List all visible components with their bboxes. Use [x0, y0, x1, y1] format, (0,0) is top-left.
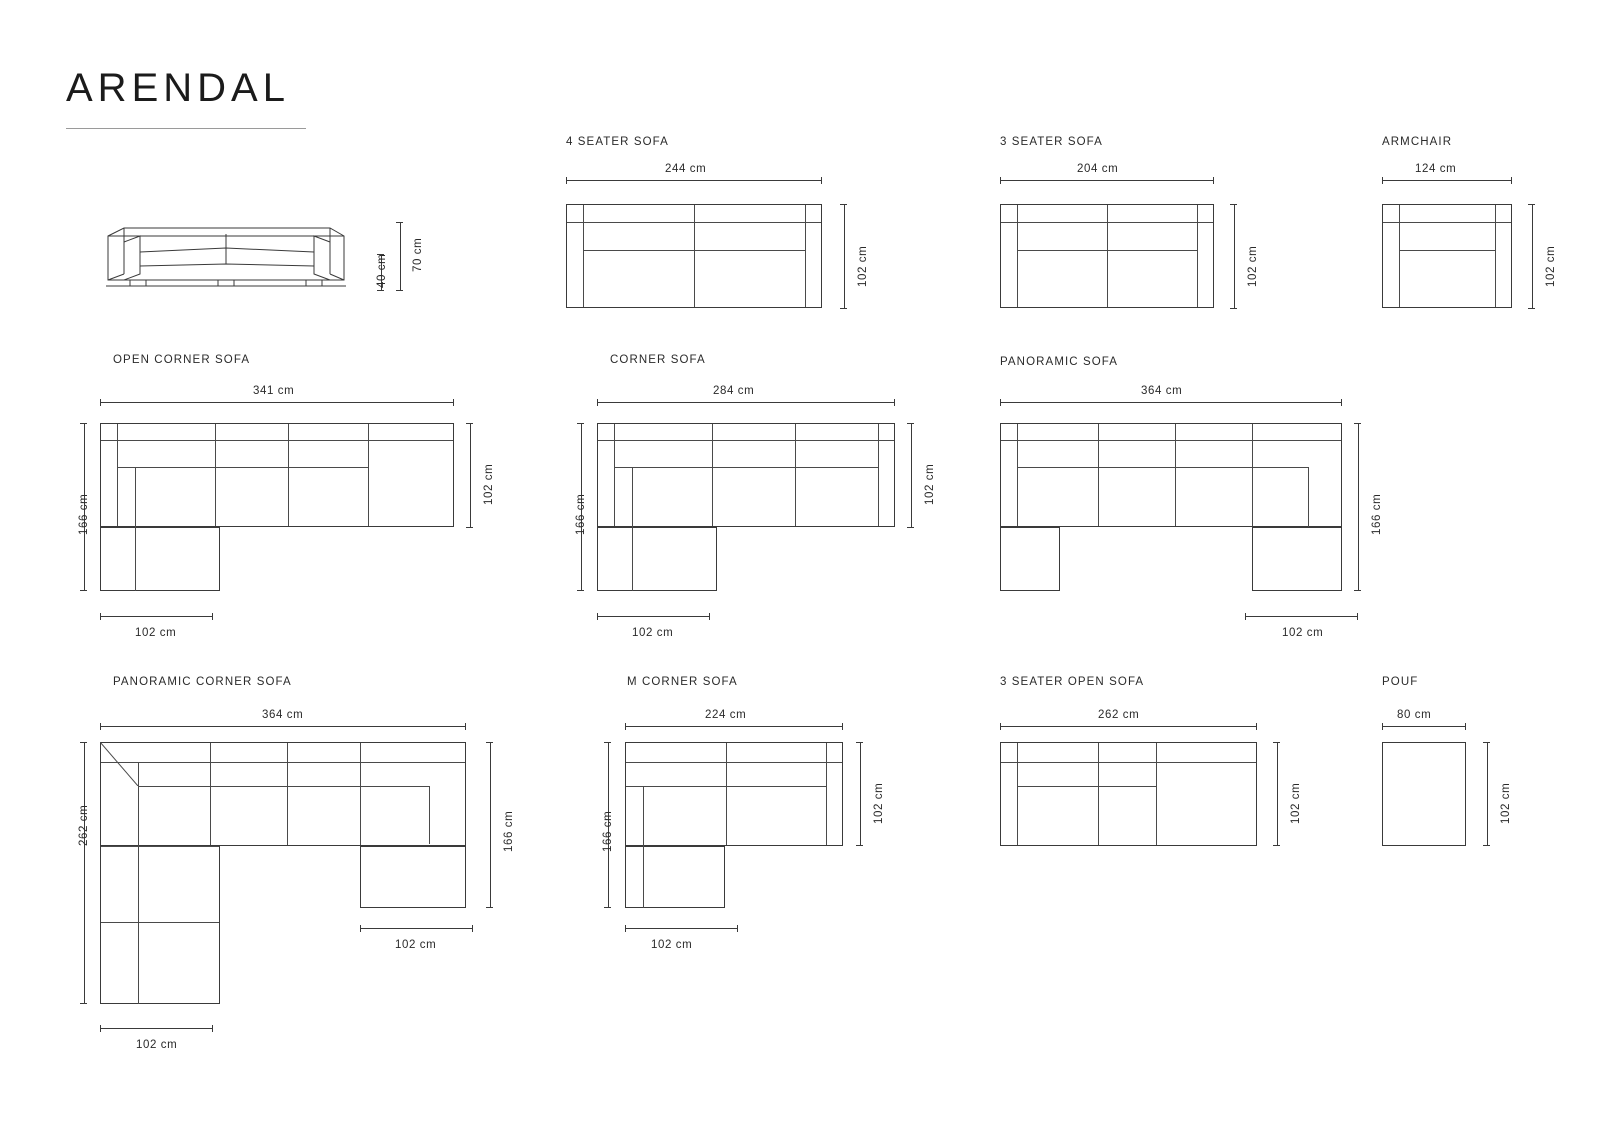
open-corner-width-label: 341 cm	[253, 385, 295, 397]
open-corner-top-block	[100, 423, 454, 527]
four-seater-width-label: 244 cm	[665, 163, 707, 175]
corner-depth-right-tick-top	[907, 423, 914, 424]
three-seater-depth-label: 102 cm	[1247, 245, 1259, 287]
mcs-width-line	[625, 726, 843, 727]
open-corner-split-2	[288, 424, 289, 526]
armchair-depth-tick-bottom	[1528, 308, 1535, 309]
open-corner-depth-left-label: 166 cm	[78, 493, 90, 535]
panoramic-split-1	[1098, 424, 1099, 526]
pcs-corner-diagonal	[100, 742, 142, 786]
corner-depth-right-line	[911, 423, 912, 527]
three-seater-label: 3 SEATER SOFA	[1000, 136, 1103, 148]
panoramic-back-line	[1001, 440, 1341, 441]
tso-depth-line	[1277, 742, 1278, 846]
panoramic-depth-right-label: 166 cm	[1371, 493, 1383, 535]
pcs-split-3	[360, 743, 361, 845]
pcs-left-horizontal-divider-2	[101, 922, 219, 923]
four-seater-width-tick-right	[821, 177, 822, 184]
open-corner-depth-left-tick-top	[80, 423, 87, 424]
pcs-top-block	[100, 742, 466, 846]
mcs-width-tick-right	[842, 723, 843, 730]
panoramic-width-tick-right	[1341, 399, 1342, 406]
three-seater-depth-tick-top	[1230, 204, 1237, 205]
corner-bottom-tick-left	[597, 613, 598, 620]
pouf-depth-line	[1487, 742, 1488, 846]
armchair-depth-tick-top	[1528, 204, 1535, 205]
pouf-width-tick-left	[1382, 723, 1383, 730]
armchair-back-line	[1383, 222, 1511, 223]
tso-outline	[1000, 742, 1257, 846]
tso-depth-tick-bottom	[1273, 845, 1280, 846]
persp-height-seat-tick-bottom	[377, 290, 384, 291]
corner-split-2	[795, 424, 796, 526]
tso-split-1	[1098, 743, 1099, 845]
three-seater-width-label: 204 cm	[1077, 163, 1119, 175]
tso-seat-line	[1018, 786, 1156, 787]
pcs-depth-right-tick-bottom	[486, 907, 493, 908]
panoramic-width-line	[1000, 402, 1342, 403]
mcs-depth-right-tick-bottom	[856, 845, 863, 846]
tso-split-2	[1156, 743, 1157, 845]
corner-arm-left	[614, 424, 615, 526]
four-seater-arm-right	[805, 205, 806, 307]
corner-depth-left-tick-top	[577, 423, 584, 424]
mcs-bottom-block	[625, 846, 725, 908]
tso-depth-label: 102 cm	[1290, 782, 1302, 824]
armchair-arm-right	[1495, 205, 1496, 307]
panoramic-bottom-tick-left	[1245, 613, 1246, 620]
four-seater-width-line	[566, 180, 822, 181]
panoramic-bottom-tick-right	[1357, 613, 1358, 620]
panoramic-arm-left	[1017, 424, 1018, 526]
open-corner-chaise-inner	[135, 467, 136, 591]
tso-width-tick-right	[1256, 723, 1257, 730]
persp-height-total-tick-bottom	[396, 290, 403, 291]
panoramic-depth-right-tick-bottom	[1354, 590, 1361, 591]
pouf-outline	[1382, 742, 1466, 846]
corner-bottom-tick-right	[709, 613, 710, 620]
three-seater-depth-line	[1234, 204, 1235, 308]
tso-width-tick-left	[1000, 723, 1001, 730]
pcs-width-tick-left	[100, 723, 101, 730]
four-seater-depth-line	[844, 204, 845, 308]
corner-bottom-line	[597, 616, 710, 617]
open-corner-width-tick-right	[453, 399, 454, 406]
tso-width-label: 262 cm	[1098, 709, 1140, 721]
pcs-depth-left-label: 262 cm	[78, 804, 90, 846]
pcs-width-tick-right	[465, 723, 466, 730]
pcs-depth-left-line	[84, 742, 85, 1004]
pcs-depth-right-line	[490, 742, 491, 908]
mcs-bottom-label: 102 cm	[651, 939, 693, 951]
corner-width-line	[597, 402, 895, 403]
page-title: ARENDAL	[66, 66, 290, 110]
panoramic-sofa-label: PANORAMIC SOFA	[1000, 356, 1119, 368]
pcs-width-line	[100, 726, 466, 727]
pcs-left-horizontal-divider	[101, 846, 219, 847]
four-seater-depth-tick-bottom	[840, 308, 847, 309]
pouf-width-tick-right	[1465, 723, 1466, 730]
three-seater-arm-right	[1197, 205, 1198, 307]
mcs-bottom-tick-right	[737, 925, 738, 932]
armchair-width-tick-left	[1382, 177, 1383, 184]
m-corner-label: M CORNER SOFA	[627, 676, 738, 688]
mcs-width-tick-left	[625, 723, 626, 730]
panoramic-depth-right-tick-top	[1354, 423, 1361, 424]
mcs-back-line	[626, 762, 842, 763]
open-corner-back-line	[101, 440, 453, 441]
pcs-bottom-tick-left	[100, 1025, 101, 1032]
pouf-depth-tick-top	[1483, 742, 1490, 743]
mcs-bottom-tick-left	[625, 925, 626, 932]
mcs-depth-left-tick-bottom	[604, 907, 611, 908]
panoramic-bottom-line	[1245, 616, 1358, 617]
pcs-right-block	[360, 846, 466, 908]
panoramic-right-block	[1252, 527, 1342, 591]
panoramic-bottom-label: 102 cm	[1282, 627, 1324, 639]
four-seater-depth-tick-top	[840, 204, 847, 205]
armchair-width-line	[1382, 180, 1512, 181]
corner-split-1	[712, 424, 713, 526]
panoramic-width-tick-left	[1000, 399, 1001, 406]
armchair-arm-left	[1399, 205, 1400, 307]
open-corner-depth-right-label: 102 cm	[483, 463, 495, 505]
corner-sofa-label: CORNER SOFA	[610, 354, 706, 366]
persp-height-total-tick-top	[396, 222, 403, 223]
pcs-right-bottom-tick-right	[472, 925, 473, 932]
panoramic-split-3	[1252, 424, 1253, 526]
corner-chaise-inner	[632, 467, 633, 591]
pcs-bottom-tick-right	[212, 1025, 213, 1032]
mcs-top-block	[625, 742, 843, 846]
persp-height-total-label: 70 cm	[412, 237, 424, 272]
pcs-right-bottom-tick-left	[360, 925, 361, 932]
pcs-right-inner-vert	[429, 786, 430, 844]
three-seater-depth-tick-bottom	[1230, 308, 1237, 309]
corner-depth-left-tick-bottom	[577, 590, 584, 591]
pcs-right-bottom-label: 102 cm	[395, 939, 437, 951]
open-corner-depth-right-tick-bottom	[466, 527, 473, 528]
panoramic-corner-label: PANORAMIC CORNER SOFA	[113, 676, 292, 688]
panoramic-depth-right-line	[1358, 423, 1359, 591]
corner-bottom-block	[597, 527, 717, 591]
four-seater-label: 4 SEATER SOFA	[566, 136, 669, 148]
mcs-depth-left-tick-top	[604, 742, 611, 743]
corner-width-tick-right	[894, 399, 895, 406]
open-corner-bottom-line	[100, 616, 213, 617]
corner-seat-line	[615, 467, 878, 468]
tso-arm-left	[1017, 743, 1018, 845]
pcs-width-label: 364 cm	[262, 709, 304, 721]
pcs-depth-right-label: 166 cm	[503, 810, 515, 852]
pouf-depth-tick-bottom	[1483, 845, 1490, 846]
pcs-left-column	[100, 846, 220, 1004]
corner-bottom-label: 102 cm	[632, 627, 674, 639]
pcs-depth-left-tick-bottom	[80, 1003, 87, 1004]
pcs-depth-right-tick-top	[486, 742, 493, 743]
tso-width-line	[1000, 726, 1257, 727]
three-seater-arm-left	[1017, 205, 1018, 307]
panoramic-seat-line	[1018, 467, 1308, 468]
pouf-depth-label: 102 cm	[1500, 782, 1512, 824]
four-seater-width-tick-left	[566, 177, 567, 184]
armchair-outline	[1382, 204, 1512, 308]
tso-back-line	[1001, 762, 1256, 763]
open-corner-depth-right-line	[470, 423, 471, 527]
pcs-split-2	[287, 743, 288, 845]
perspective-sofa-illustration	[106, 218, 346, 290]
panoramic-left-block	[1000, 527, 1060, 591]
open-corner-depth-right-tick-top	[466, 423, 473, 424]
pouf-width-line	[1382, 726, 1466, 727]
pcs-seat-line	[139, 786, 429, 787]
armchair-depth-label: 102 cm	[1545, 245, 1557, 287]
title-divider	[66, 128, 306, 129]
corner-depth-right-tick-bottom	[907, 527, 914, 528]
mcs-split-1	[726, 743, 727, 845]
persp-height-seat-label: 40 cm	[376, 253, 388, 288]
corner-width-label: 284 cm	[713, 385, 755, 397]
three-seater-width-tick-left	[1000, 177, 1001, 184]
corner-arm-right	[878, 424, 879, 526]
pouf-label: POUF	[1382, 676, 1419, 688]
open-corner-seat-line	[118, 467, 368, 468]
armchair-seat-line	[1400, 250, 1495, 251]
three-seater-open-label: 3 SEATER OPEN SOFA	[1000, 676, 1145, 688]
pouf-width-label: 80 cm	[1397, 709, 1432, 721]
panoramic-split-2	[1175, 424, 1176, 526]
mcs-depth-right-label: 102 cm	[873, 782, 885, 824]
pcs-left-inner-vert	[138, 762, 139, 1004]
corner-depth-right-label: 102 cm	[924, 463, 936, 505]
four-seater-arm-left	[583, 205, 584, 307]
open-corner-bottom-tick-left	[100, 613, 101, 620]
open-corner-arm-left	[117, 424, 118, 526]
armchair-width-label: 124 cm	[1415, 163, 1457, 175]
corner-top-block	[597, 423, 895, 527]
three-seater-width-line	[1000, 180, 1214, 181]
open-corner-width-line	[100, 402, 454, 403]
mcs-arm-right	[826, 743, 827, 845]
persp-height-total-line	[400, 222, 401, 290]
open-corner-bottom-block	[100, 527, 220, 591]
open-corner-split-3	[368, 424, 369, 526]
armchair-depth-line	[1532, 204, 1533, 308]
pcs-bottom-label: 102 cm	[136, 1039, 178, 1051]
four-seater-split-middle	[694, 205, 695, 307]
mcs-bottom-line	[625, 928, 738, 929]
armchair-width-tick-right	[1511, 177, 1512, 184]
pcs-back-line	[101, 762, 465, 763]
mcs-chaise-inner	[643, 786, 644, 908]
corner-back-line	[598, 440, 894, 441]
open-corner-split-1	[215, 424, 216, 526]
panoramic-width-label: 364 cm	[1141, 385, 1183, 397]
armchair-label: ARMCHAIR	[1382, 136, 1453, 148]
three-seater-width-tick-right	[1213, 177, 1214, 184]
mcs-depth-right-line	[860, 742, 861, 846]
pcs-split-1	[210, 743, 211, 845]
three-seater-split-middle	[1107, 205, 1108, 307]
pcs-depth-left-tick-top	[80, 742, 87, 743]
tso-depth-tick-top	[1273, 742, 1280, 743]
four-seater-depth-label: 102 cm	[857, 245, 869, 287]
corner-width-tick-left	[597, 399, 598, 406]
panoramic-chaise-right-inner	[1308, 467, 1309, 527]
open-corner-bottom-label: 102 cm	[135, 627, 177, 639]
mcs-depth-right-tick-top	[856, 742, 863, 743]
panoramic-top-block	[1000, 423, 1342, 527]
open-corner-width-tick-left	[100, 399, 101, 406]
open-corner-depth-left-tick-bottom	[80, 590, 87, 591]
corner-depth-left-label: 166 cm	[575, 493, 587, 535]
mcs-width-label: 224 cm	[705, 709, 747, 721]
open-corner-sofa-label: OPEN CORNER SOFA	[113, 354, 251, 366]
open-corner-bottom-tick-right	[212, 613, 213, 620]
pcs-bottom-line	[100, 1028, 213, 1029]
pcs-right-bottom-line	[360, 928, 473, 929]
mcs-depth-left-label: 166 cm	[602, 810, 614, 852]
